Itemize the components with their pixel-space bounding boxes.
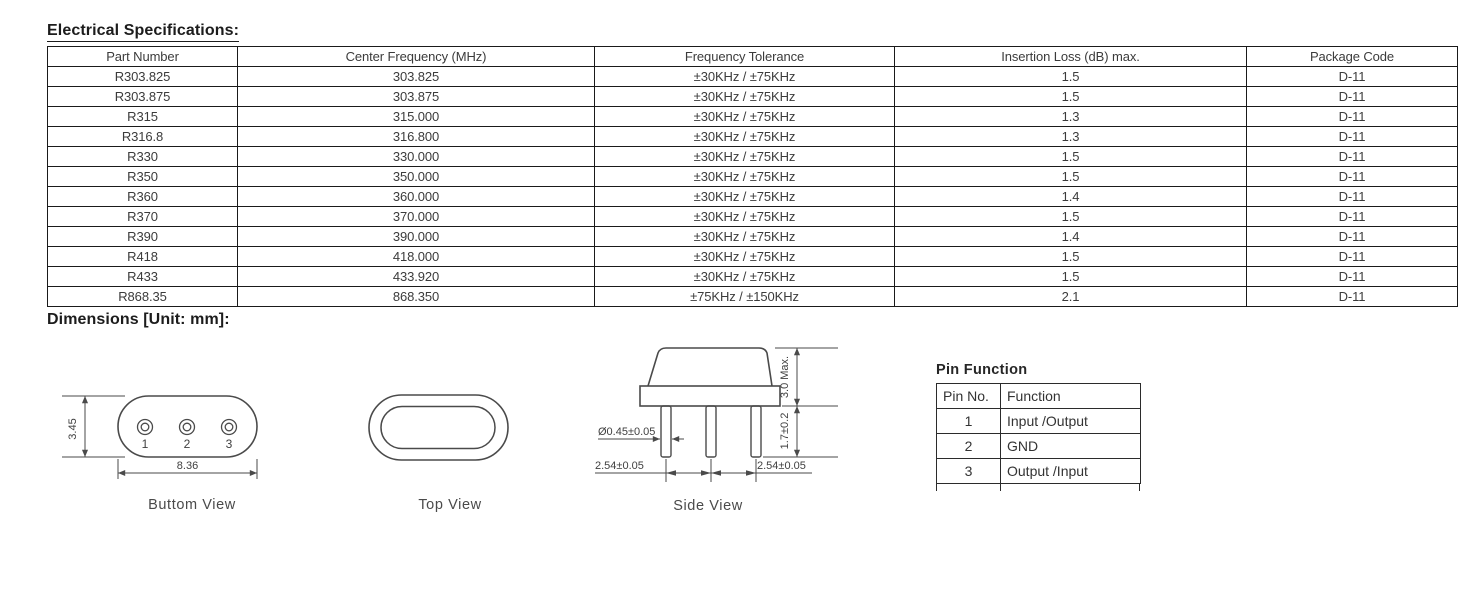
spec-table-row — [48, 287, 1458, 307]
spec-table-cell: R303.875 — [48, 87, 238, 107]
pin-pitch-left-dim-label: 2.54±0.05 — [595, 460, 644, 472]
pin-no-header: Pin No. — [937, 384, 1001, 409]
spec-table-cell: 370.000 — [238, 207, 595, 227]
side-view-flange-outline — [640, 386, 780, 406]
spec-table-cell: 1.5 — [895, 167, 1247, 187]
dimensions-heading: Dimensions [Unit: mm]: — [47, 311, 230, 328]
spec-table-header-row — [48, 47, 1458, 67]
spec-table-cell: D-11 — [1247, 167, 1458, 187]
table-border-stub — [936, 483, 937, 491]
spec-table-cell: ±30KHz / ±75KHz — [595, 107, 895, 127]
electrical-specifications-heading: Electrical Specifications: — [47, 22, 239, 42]
spec-table-cell: 1.5 — [895, 87, 1247, 107]
spec-table-cell: ±30KHz / ±75KHz — [595, 147, 895, 167]
spec-table-cell: R330 — [48, 147, 238, 167]
pin-1-icon — [138, 420, 153, 435]
table-border-stub — [1000, 483, 1001, 491]
spec-table-row — [48, 207, 1458, 227]
spec-table-cell: 315.000 — [238, 107, 595, 127]
pin-function-row — [937, 409, 1141, 434]
top-view-inner-outline — [381, 407, 495, 449]
side-pin-1 — [661, 406, 671, 457]
spec-table-cell: D-11 — [1247, 247, 1458, 267]
function-cell: Input /Output — [1001, 409, 1141, 434]
spec-table-row — [48, 67, 1458, 87]
spec-table-cell: R370 — [48, 207, 238, 227]
pin-3-icon — [222, 420, 237, 435]
spec-table-cell: ±30KHz / ±75KHz — [595, 267, 895, 287]
side-view-can-outline — [648, 348, 772, 386]
spec-header-frequency-tolerance: Frequency Tolerance — [595, 47, 895, 67]
spec-table-cell: 360.000 — [238, 187, 595, 207]
electrical-specifications-table — [47, 46, 1458, 307]
spec-table-cell: 1.5 — [895, 207, 1247, 227]
spec-table-cell: D-11 — [1247, 187, 1458, 207]
spec-table-cell: ±30KHz / ±75KHz — [595, 227, 895, 247]
spec-table-cell: 390.000 — [238, 227, 595, 247]
spec-table-row — [48, 247, 1458, 267]
pin-2-number: 2 — [183, 437, 191, 451]
spec-table-cell: R303.825 — [48, 67, 238, 87]
top-view-outer-outline — [369, 395, 508, 460]
spec-table-cell: R868.35 — [48, 287, 238, 307]
spec-header-center-frequency: Center Frequency (MHz) — [238, 47, 595, 67]
spec-table-cell: 418.000 — [238, 247, 595, 267]
pin-no-cell: 1 — [937, 409, 1001, 434]
pin-3-number: 3 — [225, 437, 233, 451]
spec-table-cell: R390 — [48, 227, 238, 247]
spec-table-cell: ±30KHz / ±75KHz — [595, 67, 895, 87]
function-cell: GND — [1001, 434, 1141, 459]
spec-table-cell: 1.4 — [895, 227, 1247, 247]
pin-function-row — [937, 434, 1141, 459]
function-header: Function — [1001, 384, 1141, 409]
spec-table-cell: 316.800 — [238, 127, 595, 147]
spec-table-cell: R418 — [48, 247, 238, 267]
body-height-dim-label: 3.0 Max. — [779, 355, 791, 399]
spec-table-cell: R316.8 — [48, 127, 238, 147]
spec-table-cell: R350 — [48, 167, 238, 187]
spec-table-cell: 1.5 — [895, 267, 1247, 287]
pin-function-row — [937, 459, 1141, 484]
spec-table-row — [48, 87, 1458, 107]
spec-table-cell: R315 — [48, 107, 238, 127]
top-view-drawing — [365, 390, 515, 465]
spec-table-cell: 868.350 — [238, 287, 595, 307]
bottom-height-dim-label: 3.45 — [67, 418, 79, 440]
spec-table-cell: 433.920 — [238, 267, 595, 287]
spec-table-cell: 303.875 — [238, 87, 595, 107]
top-view-label: Top View — [418, 497, 482, 513]
side-pin-2 — [706, 406, 716, 457]
spec-table-cell: ±30KHz / ±75KHz — [595, 247, 895, 267]
spec-header-part-number: Part Number — [48, 47, 238, 67]
pin-function-title: Pin Function — [936, 362, 1028, 378]
spec-table-cell: 2.1 — [895, 287, 1247, 307]
pin-function-table — [936, 383, 1141, 484]
side-pin-3 — [751, 406, 761, 457]
spec-table-cell: ±30KHz / ±75KHz — [595, 207, 895, 227]
pin-2-icon — [180, 420, 195, 435]
spec-table-cell: ±30KHz / ±75KHz — [595, 127, 895, 147]
spec-table-cell: 1.5 — [895, 247, 1247, 267]
table-border-stub — [1139, 483, 1140, 491]
pin-no-cell: 2 — [937, 434, 1001, 459]
spec-table-row — [48, 167, 1458, 187]
pin-1-number: 1 — [141, 437, 149, 451]
spec-header-insertion-loss: Insertion Loss (dB) max. — [895, 47, 1247, 67]
pin-pitch-right-dim-label: 2.54±0.05 — [757, 460, 806, 472]
spec-table-row — [48, 267, 1458, 287]
spec-table-row — [48, 187, 1458, 207]
spec-table-cell: R360 — [48, 187, 238, 207]
bottom-view-drawing — [55, 388, 285, 493]
spec-table-cell: ±30KHz / ±75KHz — [595, 167, 895, 187]
function-cell: Output /Input — [1001, 459, 1141, 484]
spec-table-cell: 303.825 — [238, 67, 595, 87]
spec-table-cell: 1.5 — [895, 147, 1247, 167]
spec-table-row — [48, 127, 1458, 147]
pin-diameter-dim-label: Ø0.45±0.05 — [598, 426, 656, 438]
bottom-width-dim-label: 8.36 — [176, 460, 199, 472]
spec-table-cell: ±30KHz / ±75KHz — [595, 87, 895, 107]
spec-table-cell: 330.000 — [238, 147, 595, 167]
pin-length-dim-label: 1.7±0.2 — [779, 412, 791, 450]
spec-table-cell: 1.3 — [895, 127, 1247, 147]
side-view-drawing — [590, 340, 850, 492]
spec-table-row — [48, 107, 1458, 127]
spec-table-cell: D-11 — [1247, 127, 1458, 147]
spec-table-cell: ±75KHz / ±150KHz — [595, 287, 895, 307]
spec-table-cell: ±30KHz / ±75KHz — [595, 187, 895, 207]
spec-table-cell: D-11 — [1247, 287, 1458, 307]
spec-table-cell: D-11 — [1247, 227, 1458, 247]
spec-table-row — [48, 227, 1458, 247]
spec-table-cell: D-11 — [1247, 67, 1458, 87]
spec-header-package-code: Package Code — [1247, 47, 1458, 67]
pin-no-cell: 3 — [937, 459, 1001, 484]
spec-table-cell: 1.5 — [895, 67, 1247, 87]
spec-table-cell: D-11 — [1247, 87, 1458, 107]
side-view-label: Side View — [673, 498, 743, 514]
bottom-view-label: Buttom View — [148, 497, 236, 513]
spec-table-cell: D-11 — [1247, 107, 1458, 127]
spec-table-cell: D-11 — [1247, 267, 1458, 287]
spec-table-cell: R433 — [48, 267, 238, 287]
spec-table-row — [48, 147, 1458, 167]
spec-table-cell: D-11 — [1247, 207, 1458, 227]
pin-function-header-row — [937, 384, 1141, 409]
spec-table-cell: 1.4 — [895, 187, 1247, 207]
spec-table-cell: D-11 — [1247, 147, 1458, 167]
spec-table-cell: 350.000 — [238, 167, 595, 187]
spec-table-cell: 1.3 — [895, 107, 1247, 127]
